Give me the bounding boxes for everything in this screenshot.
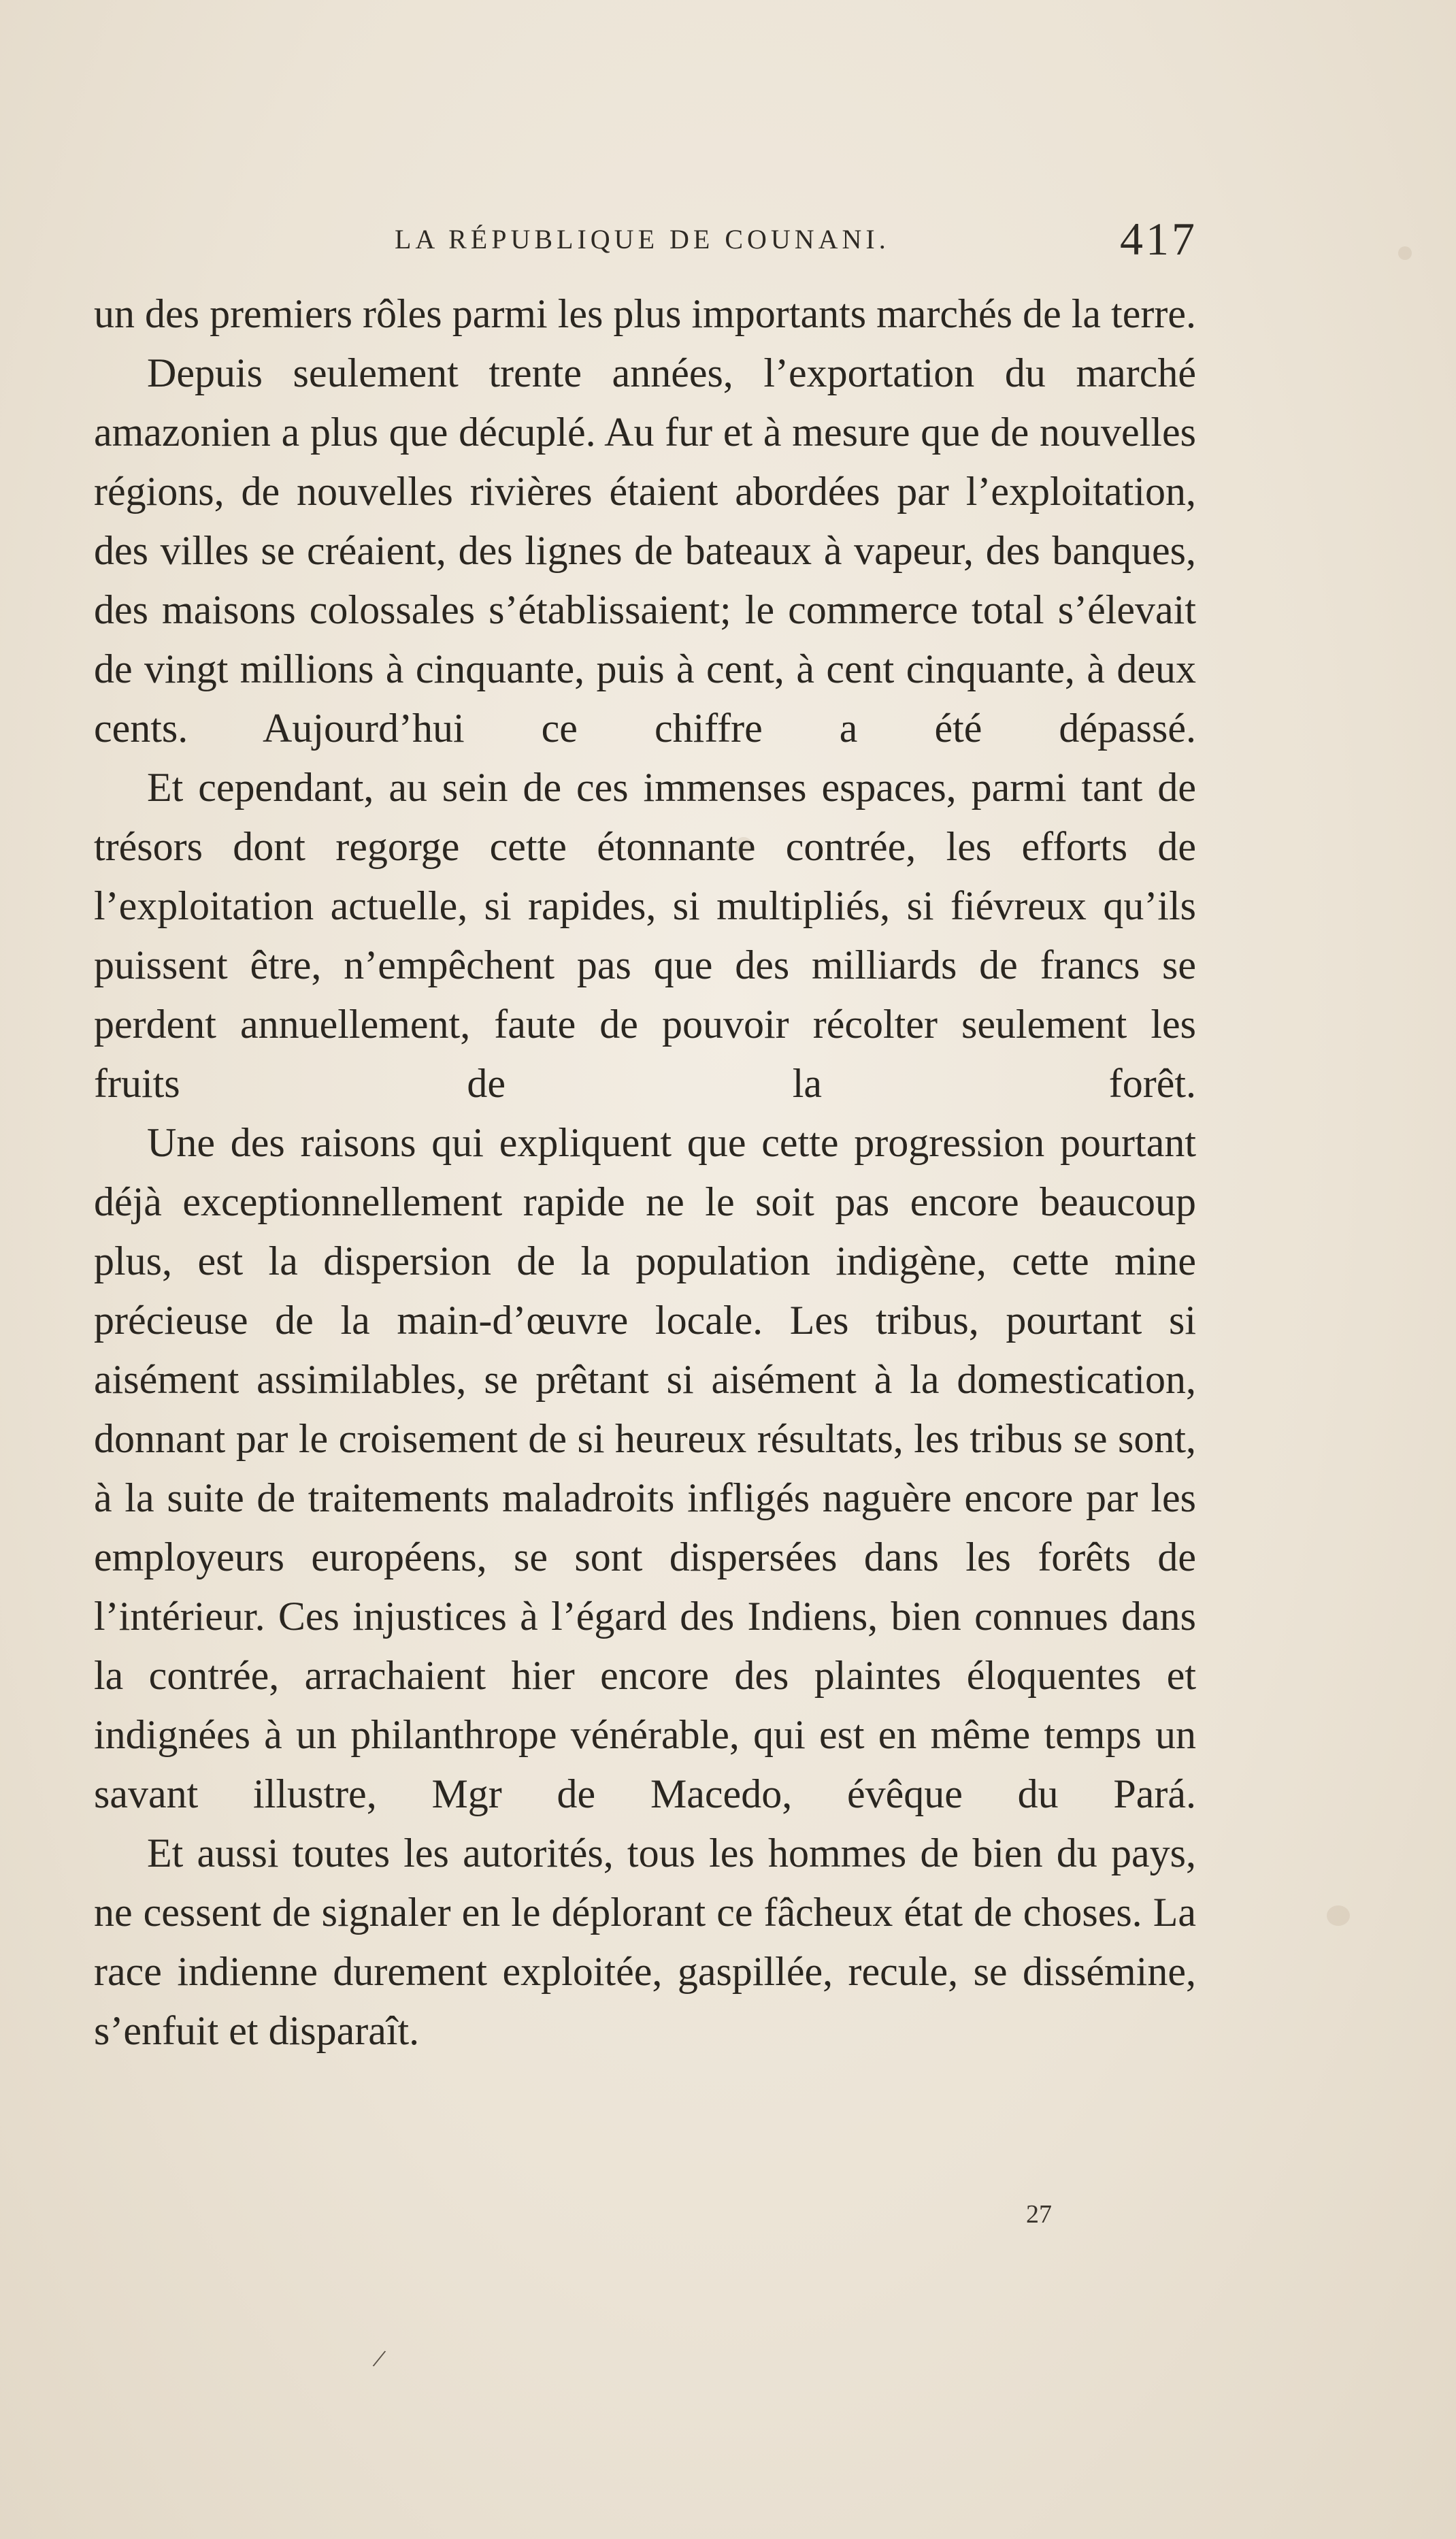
stray-pencil-mark: / bbox=[370, 2342, 388, 2374]
paragraph-1: un des premiers rôles parmi les plus importants marchés de la terre. bbox=[94, 291, 1196, 336]
paragraph-3: Et cependant, au sein de ces immenses espaces, parmi tant de trésors dont regorge cette étonnante contrée, les efforts de l’exploitation actuelle, si rapides, si multipliés, si fiévreux qu’ils puissent être, n’empêchent pas que des milliards de francs se perdent annuellement, faute de pouvoir récolter seulement les fruits de la forêt. bbox=[94, 765, 1196, 1106]
signature-mark: 27 bbox=[1026, 2200, 1052, 2229]
paragraph-5: Et aussi toutes les autorités, tous les hommes de bien du pays, ne cessent de signaler en le déplorant ce fâcheux état de choses. La race indienne durement exploitée, gaspillée, recule, se dissémine, s’enfuit et disparaît. bbox=[94, 1831, 1196, 2053]
running-head bbox=[395, 213, 1197, 271]
paper-stain bbox=[1327, 1905, 1350, 1926]
paper-stain bbox=[1398, 246, 1412, 260]
running-head-title: LA RÉPUBLIQUE DE COUNANI. bbox=[395, 224, 890, 255]
body-text bbox=[94, 284, 1196, 2061]
paragraph-4: Une des raisons qui expliquent que cette progression pourtant déjà exceptionnellement rapide ne le soit pas encore beaucoup plus, est la dispersion de la population indigène, cette mine précieuse de la main-d’œuvre locale. Les tribus, pourtant si aisément assimilables, se prêtant si aisément à la domestication, donnant par le croisement de si heureux résultats, les tribus se sont, à la suite de traitements maladroits infligés naguère encore par les employeurs européens, se sont dispersées dans les forêts de l’intérieur. Ces injustices à l’égard des Indiens, bien connues dans la contrée, arrachaient hier encore des plaintes éloquentes et indignées à un philanthrope vénérable, qui est en même temps un savant illustre, Mgr de Macedo, évêque du Pará. bbox=[94, 1120, 1196, 1816]
page-number: 417 bbox=[1120, 213, 1197, 265]
paragraph-2: Depuis seulement trente années, l’exportation du marché amazonien a plus que décuplé. Au fur et à mesure que de nouvelles régions, de nouvelles rivières étaient abordées par l’exploitation, des villes se créaient, des lignes de bateaux à vapeur, des banques, des maisons colossales s’établissaient; le commerce total s’élevait de vingt millions à cinquante, puis à cent, à cent cinquante, à deux cents. Aujourd’hui ce chiffre a été dépassé. bbox=[94, 350, 1196, 751]
